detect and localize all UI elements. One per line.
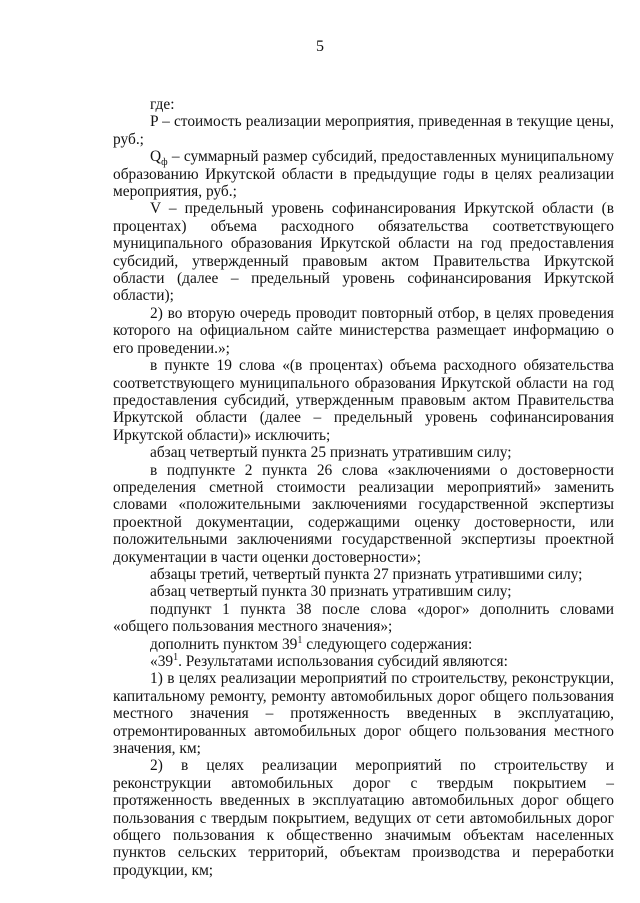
paragraph-qf-definition: [113, 148, 614, 200]
add-item-superscript: 1: [297, 634, 303, 646]
item-39-1-text: . Результатами использования субсидий являются:: [178, 653, 508, 670]
paragraph-result-2: 2) в целях реализации мероприятий по строительству и реконструкции автомобильных дорог с твердым покрытием – протяженность введенных в эксплуатацию автомобильных дорог общего пользования с твердым покрытием, ведущих от сети автомобильных дорог общего пользования к общественно значимым объектам населенных пунктов сельских территорий, объектам производства и переработки продукции, км;: [113, 757, 614, 879]
page-number: 5: [316, 38, 324, 55]
item-39-1-number: «39: [150, 653, 174, 670]
paragraph-add-item-39-1: [113, 636, 614, 653]
paragraph-p-definition: P – стоимость реализации мероприятия, приведенная в текущие цены, руб.;: [113, 113, 614, 148]
paragraph-v-definition: V – предельный уровень софинансирования Иркутской области (в процентах) объема расходного обязательства соответствующего муниципального образования Иркутской области на год предоставления субсидий, утвержденный правовым актом Правительства Иркутской области (далее – предельный уровень софинансирования Иркутской области);: [113, 200, 614, 305]
paragraph-item-27: абзацы третий, четвертый пункта 27 признать утратившими силу;: [150, 565, 583, 583]
paragraph-item-30: абзац четвертый пункта 30 признать утратившим силу;: [150, 583, 512, 601]
paragraph-item-25: абзац четвертый пункта 25 признать утратившим силу;: [150, 444, 512, 462]
paragraph-repeat-selection: 2) во вторую очередь проводит повторный отбор, в целях проведения которого на официальном сайте министерства размещает информацию о его проведении.»;: [113, 304, 614, 357]
paragraph-where: где:: [150, 96, 175, 113]
paragraph-item-26: в подпункте 2 пункта 26 слова «заключениями о достоверности определения сметной стоимости реализации мероприятий» заменить словами «положительными заключениями государственной экспертизы проектной документации, содержащими оценку достоверности, или положительными заключениями государственной экспертизы проектной документации в части оценки достоверности»;: [113, 461, 614, 566]
paragraph-item-39-1: [113, 653, 614, 670]
paragraph-item-38: подпункт 1 пункта 38 после слова «дорог» дополнить словами «общего пользования местного значения»;: [113, 600, 614, 636]
item-39-1-superscript: 1: [173, 651, 179, 663]
add-item-text-before: дополнить пунктом 39: [150, 635, 298, 653]
qf-symbol: Q: [150, 148, 162, 166]
document-body: [113, 96, 614, 879]
paragraph-result-1: 1) в целях реализации мероприятий по строительству, реконструкции, капитальному ремонту, ремонту автомобильных дорог общего пользования местного значения – протяженность введенных в эксплуатацию, отремонтированных автомобильных дорог общего пользования местного значения, км;: [113, 670, 614, 758]
qf-text: – суммарный размер субсидий, предоставленных муниципальному образованию Иркутской области в предыдущие годы в целях реализации мероприятия, руб.;: [113, 148, 614, 201]
qf-subscript: ф: [161, 157, 168, 169]
add-item-text-after: следующего содержания:: [302, 635, 473, 653]
paragraph-item-19: в пункте 19 слова «(в процентах) объема расходного обязательства соответствующего муниципального образования Иркутской области на год предоставления субсидий, утвержденным правовым актом Правительства Иркутской области (далее – предельный уровень софинансирования Иркутской области)» исключить;: [113, 357, 614, 444]
